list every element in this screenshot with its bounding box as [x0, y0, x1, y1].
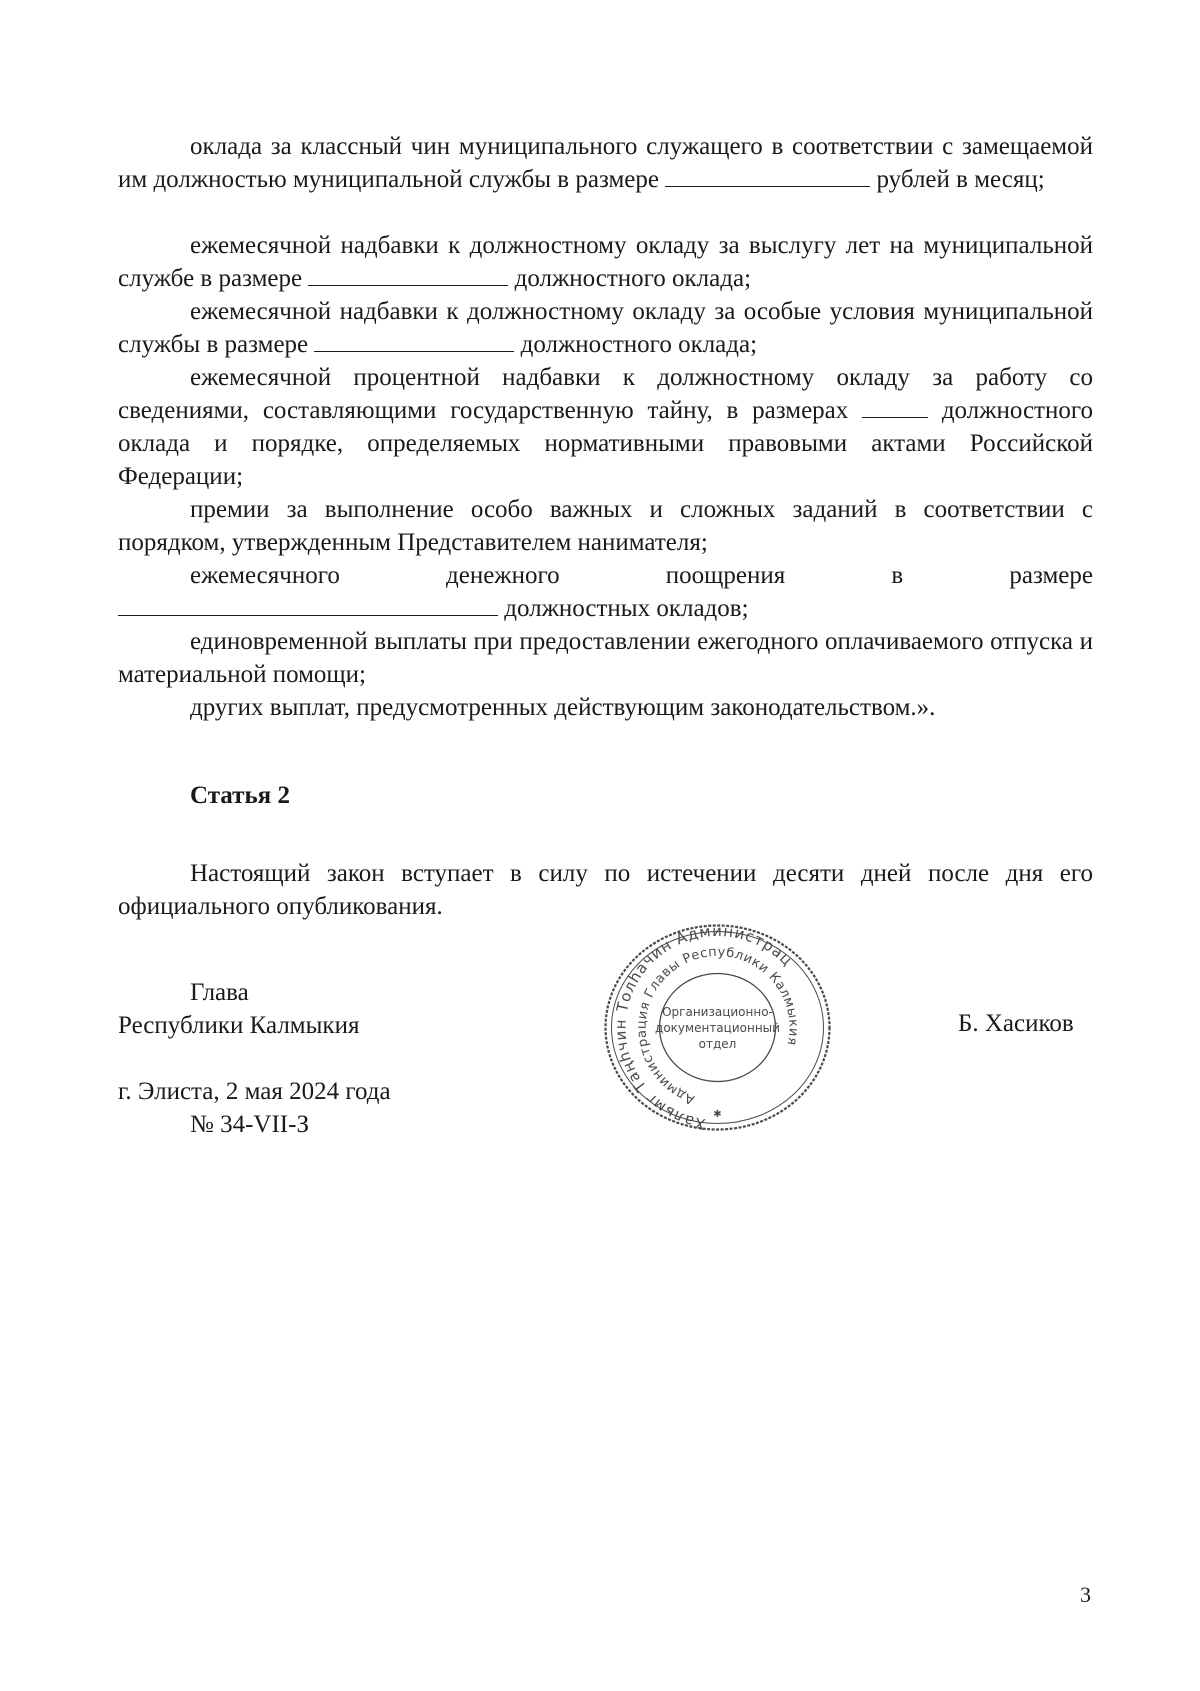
- signatory-title: [118, 976, 359, 1042]
- signatory-title-line: Глава: [190, 979, 249, 1006]
- official-stamp: [600, 920, 835, 1135]
- article-text: [118, 857, 1093, 923]
- paragraph-denezhnoe-pooshchrenie: [118, 559, 1093, 625]
- paragraph-text: должностного оклада и порядке, определяемых нормативными правовыми актами Российской Федерации;: [118, 397, 1093, 490]
- article-heading: Статья 2: [190, 782, 290, 809]
- paragraph-gostayna: [118, 361, 1093, 493]
- paragraph-text: оклада за классный чин муниципального служащего в соответствии с замещаемой им должностью муниципальной службы в размере: [118, 133, 1093, 193]
- blank-field: [118, 593, 498, 616]
- blank-field: [862, 395, 928, 418]
- paragraph-osobye-usloviya: [118, 295, 1093, 361]
- paragraph-vysluga-let: [118, 229, 1093, 295]
- page-number: 3: [1080, 1582, 1091, 1607]
- blank-field: [314, 329, 514, 352]
- stamp-center-line: отдел: [698, 1037, 737, 1051]
- blank-field: [308, 263, 508, 286]
- paragraph-text: рублей в месяц;: [870, 166, 1045, 193]
- place-date-block: [118, 1075, 391, 1141]
- signatory-name: Б. Хасиков: [958, 1010, 1074, 1037]
- paragraph-drugie-vyplaty: [118, 691, 1093, 724]
- paragraph-line: должностных окладов;: [498, 595, 749, 622]
- place-date: г. Элиста, 2 мая 2024 года: [118, 1078, 391, 1105]
- stamp-star-icon: ✱: [713, 1109, 722, 1120]
- stamp-outer-text-path: Хальмг Таңһчин Толһачин Администрац: [611, 921, 797, 1134]
- stamp-center-line: Организационно-: [662, 1005, 773, 1019]
- paragraph-text: ежемесячной надбавки к должностному окладу за особые условия муниципальной службы в размере: [118, 298, 1093, 358]
- paragraph-text: ежемесячной процентной надбавки к должностному окладу за работу со сведениями, составляющими государственную тайну, в размерах: [118, 364, 1093, 424]
- paragraph-text: других выплат, предусмотренных действующим законодательством.».: [190, 694, 936, 721]
- paragraph-text: Настоящий закон вступает в силу по истечении десяти дней после дня его официального опубликования.: [118, 860, 1093, 920]
- paragraph-premii: [118, 493, 1093, 559]
- paragraph-text: единовременной выплаты при предоставлении ежегодного оплачиваемого отпуска и материальной помощи;: [118, 628, 1093, 688]
- signatory-title-line: Республики Калмыкия: [118, 1012, 360, 1039]
- blank-field: [665, 164, 870, 187]
- paragraph-line: ежемесячного денежного поощрения в размере: [190, 562, 1093, 589]
- stamp-mid-text-path: Администрация Главы Республики Калмыкия: [634, 944, 801, 1107]
- paragraph-classny-chin: [118, 130, 1093, 196]
- paragraph-text: должностного оклада;: [514, 331, 758, 358]
- paragraph-text: премии за выполнение особо важных и сложных заданий в соответствии с порядком, утвержденным Представителем нанимателя;: [118, 496, 1093, 556]
- paragraph-edinovremennaya-vyplata: [118, 625, 1093, 691]
- law-number: № 34-VII-З: [190, 1111, 309, 1138]
- paragraph-text: должностного оклада;: [508, 265, 752, 292]
- paragraph-text: ежемесячной надбавки к должностному окладу за выслугу лет на муниципальной службе в размере: [118, 232, 1093, 292]
- stamp-center-line: документационный: [655, 1021, 780, 1035]
